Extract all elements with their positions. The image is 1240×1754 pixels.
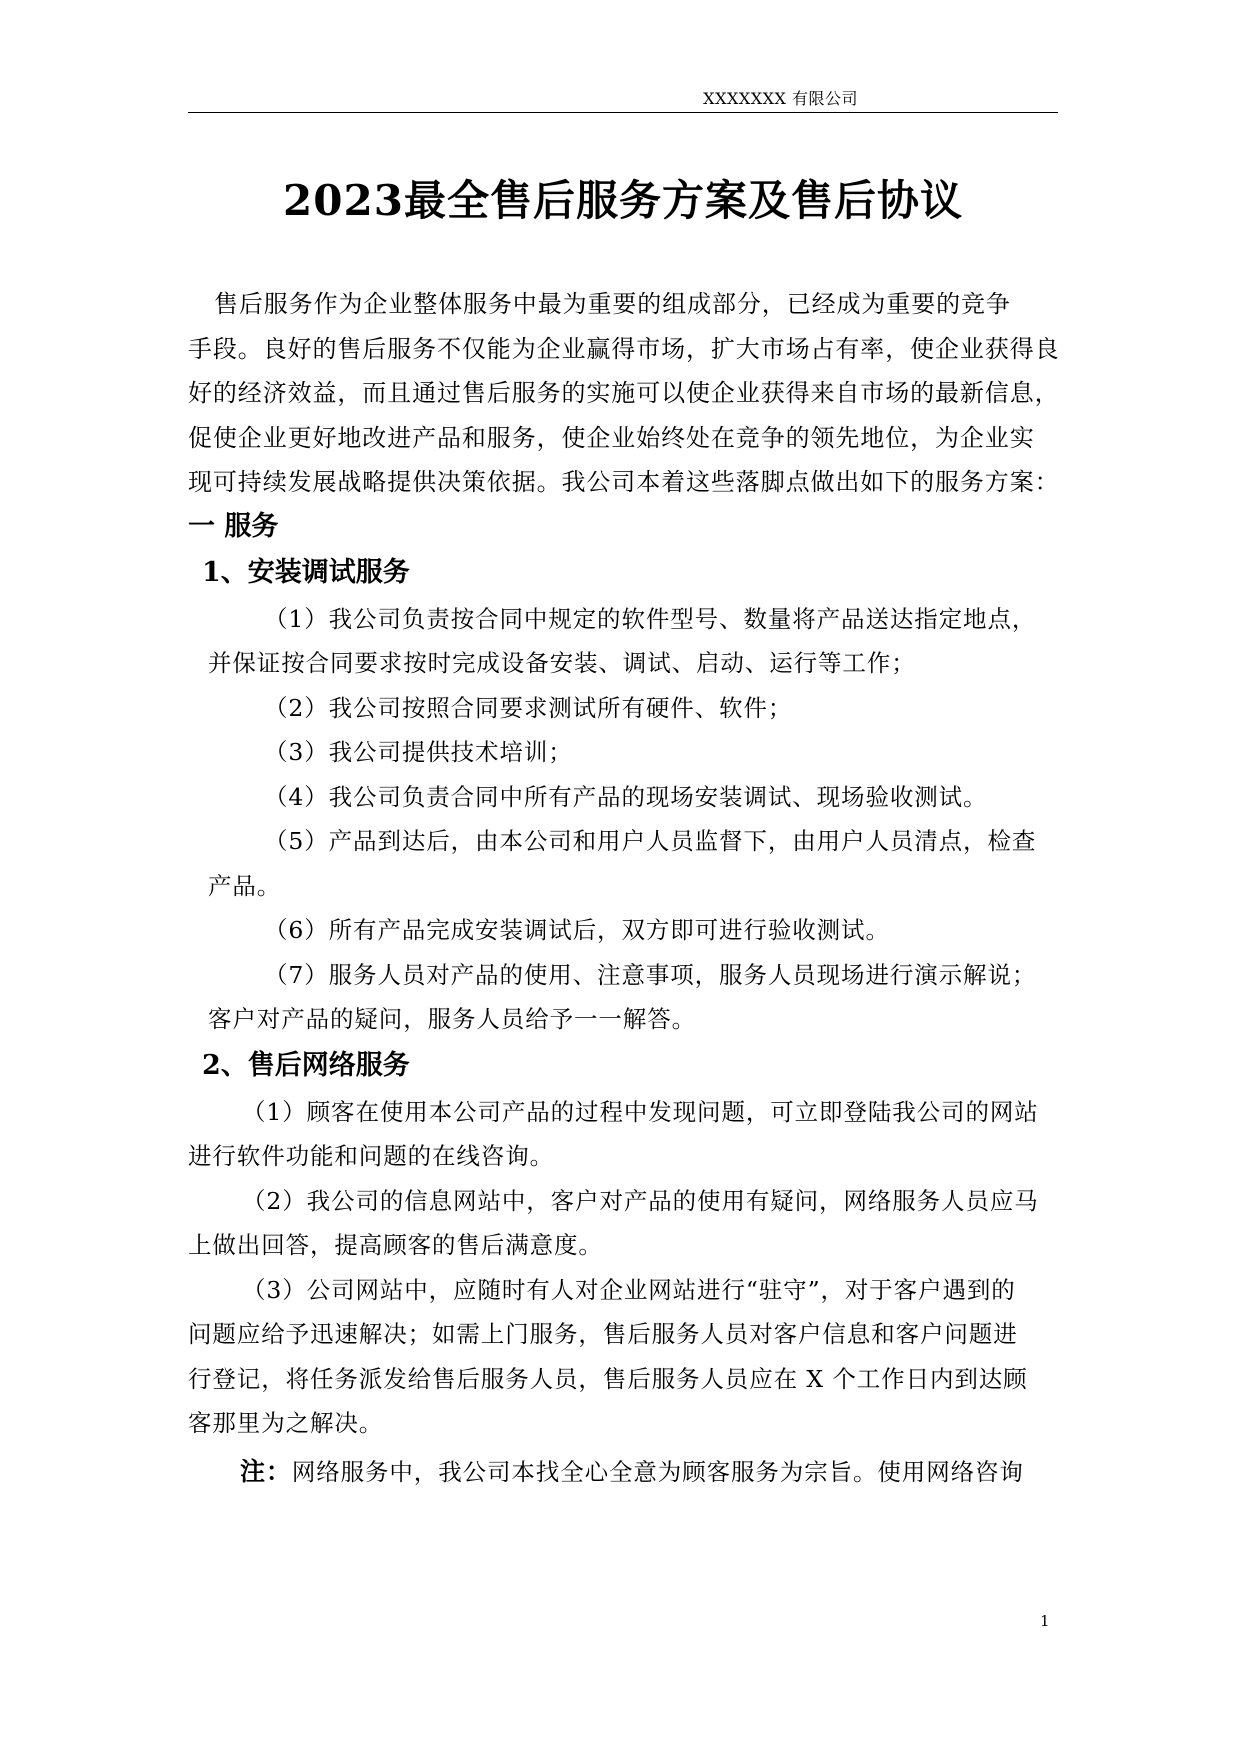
header-company: XXXXXXX 有限公司 <box>703 89 858 108</box>
note-paragraph <box>188 1450 1068 1495</box>
header-rule <box>188 112 1058 113</box>
subsection-heading: 2、售后网络服务 <box>202 1049 410 1081</box>
note-text: 网络服务中，我公司本找全心全意为顾客服务为宗旨。使用网络咨询 <box>291 1457 1024 1486</box>
document-title: 2023最全售后服务方案及售后协议 <box>283 176 963 225</box>
list-item: （1）我公司负责按合同中规定的软件型号、数量将产品送达指定地点， <box>264 604 1037 633</box>
intro-paragraph <box>188 282 1068 505</box>
list-item-cont: 进行软件功能和问题的在线咨询。 <box>188 1142 554 1170</box>
list-item-cont: 产品。 <box>208 871 282 900</box>
intro-line: 促使企业更好地改进产品和服务，使企业始终处在竞争的领先地位，为企业实 <box>188 423 1035 452</box>
network-items <box>188 1090 1068 1446</box>
list-item: （2）我公司的信息网站中，客户对产品的使用有疑问，网络服务人员应马 <box>242 1186 1039 1215</box>
intro-line: 手段。良好的售后服务不仅能为企业赢得市场，扩大市场占有率，使企业获得良 <box>188 334 1060 363</box>
document-body <box>188 282 1068 1494</box>
intro-line: 好的经济效益，而且通过售后服务的实施可以使企业获得来自市场的最新信息， <box>188 379 1060 407</box>
list-item-cont: 问题应给予迅速解决；如需上门服务，售后服务人员对客户信息和客户问题进 <box>188 1320 1018 1348</box>
subsection-heading: 1、安装调试服务 <box>202 556 410 588</box>
list-item-cont: 客户对产品的疑问，服务人员给予一一解答。 <box>208 1005 696 1033</box>
list-item: （4）我公司负责合同中所有产品的现场安装调试、现场验收测试。 <box>264 782 988 811</box>
list-item: （5）产品到达后，由本公司和用户人员监督下，由用户人员清点，检查 <box>264 827 1037 855</box>
page-number: 1 <box>1040 1612 1050 1630</box>
list-item: （3）我公司提供技术培训； <box>264 738 573 766</box>
intro-line: 现可持续发展战略提供决策依据。我公司本着这些落脚点做出如下的服务方案： <box>188 468 1060 496</box>
list-item: （2）我公司按照合同要求测试所有硬件、软件； <box>264 693 793 722</box>
list-item: （1）顾客在使用本公司产品的过程中发现问题，可立即登陆我公司的网站 <box>242 1097 1039 1126</box>
install-items <box>188 597 1068 1042</box>
list-item-cont: 行登记，将任务派发给售后服务人员，售后服务人员应在 X 个工作日内到达顾 <box>188 1364 1028 1393</box>
list-item: （3）公司网站中，应随时有人对企业网站进行“驻守”，对于客户遇到的 <box>242 1275 1016 1304</box>
list-item: （6）所有产品完成安装调试后，双方即可进行验收测试。 <box>264 916 890 944</box>
list-item-cont: 客那里为之解决。 <box>188 1409 384 1437</box>
note-label: 注： <box>240 1456 292 1486</box>
page-header <box>188 86 1058 112</box>
list-item: （7）服务人员对产品的使用、注意事项，服务人员现场进行演示解说； <box>264 960 1037 989</box>
list-item-cont: 上做出回答，提高顾客的售后满意度。 <box>188 1231 603 1259</box>
list-item-cont: 并保证按合同要求按时完成设备安装、调试、启动、运行等工作； <box>208 649 916 677</box>
section-heading: 一 服务 <box>188 510 279 542</box>
intro-line: 售后服务作为企业整体服务中最为重要的组成部分，已经成为重要的竞争 <box>214 290 1011 318</box>
